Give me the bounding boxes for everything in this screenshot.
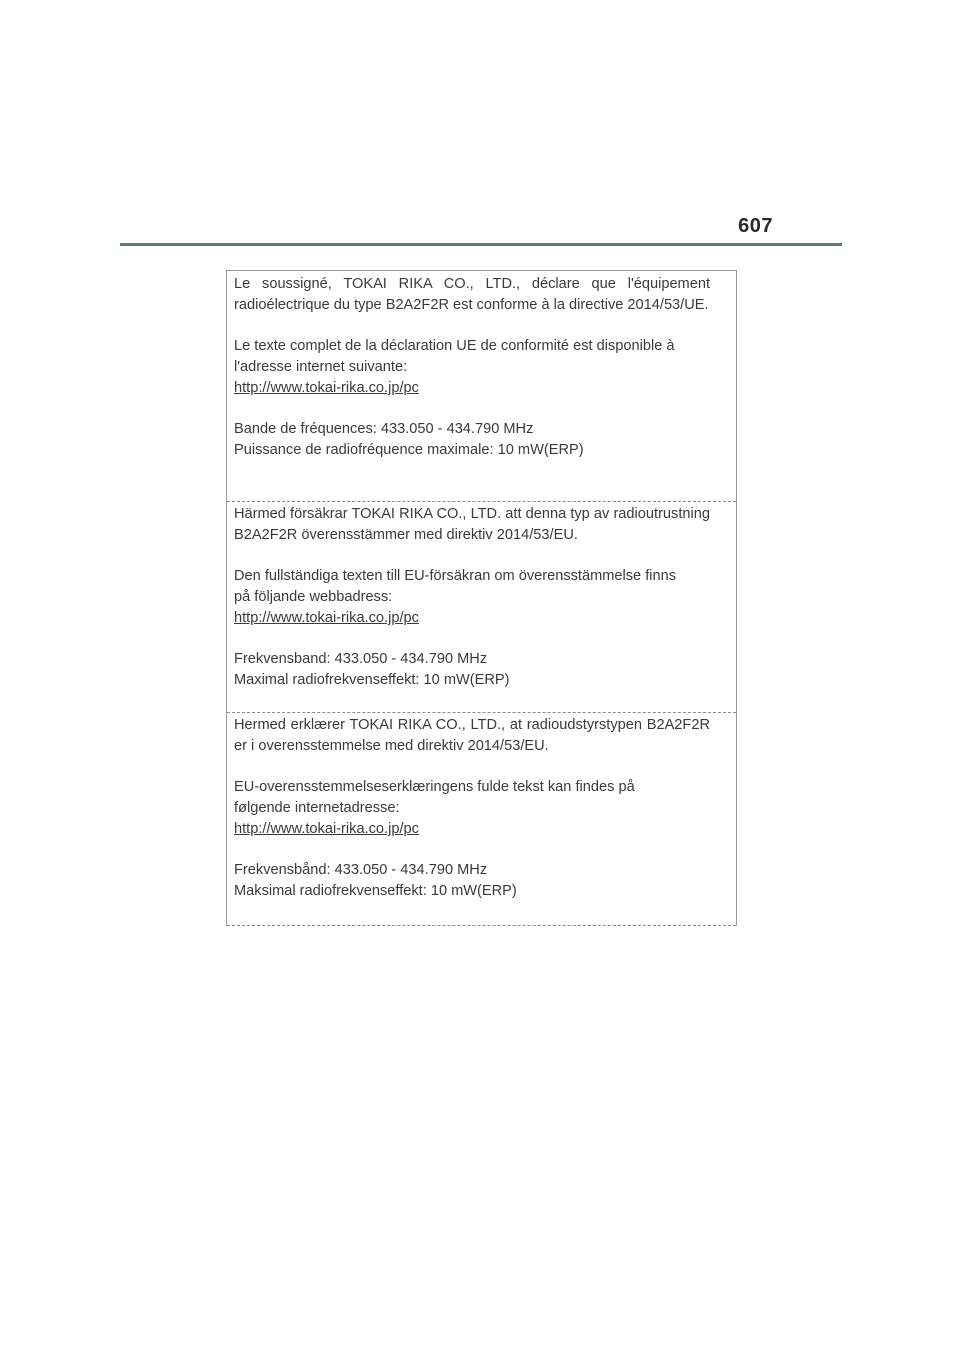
availability-text-line1: EU-overensstemmelseserklæringens fulde tekst kan findes på	[234, 779, 635, 795]
frequency-band-text: Frekvensbånd: 433.050 - 434.790 MHz	[234, 862, 488, 878]
conformity-statement: Le soussigné, TOKAI RIKA CO., LTD., déclare que l'équipement radioélectrique du type B2A2F2R est conforme à la directive 2014/53/UE.	[234, 276, 710, 313]
spacer	[234, 546, 710, 566]
conformity-statement: Hermed erklærer TOKAI RIKA CO., LTD., at radioudstyrstypen B2A2F2R er i overensstemmelse med direktiv 2014/53/EU.	[234, 717, 710, 754]
availability-text-line2: l'adresse internet suivante:	[234, 359, 408, 375]
spacer	[234, 629, 710, 649]
declaration-url-link[interactable]: http://www.tokai-rika.co.jp/pc	[234, 821, 419, 837]
spacer	[234, 316, 710, 336]
declaration-url-link[interactable]: http://www.tokai-rika.co.jp/pc	[234, 380, 419, 396]
availability-text-line2: på följande webbadress:	[234, 589, 393, 605]
conformity-statement: Härmed försäkrar TOKAI RIKA CO., LTD. att denna typ av radioutrustning B2A2F2R överensstämmer med direktiv 2014/53/EU.	[234, 506, 710, 543]
frequency-band-text: Bande de fréquences: 433.050 - 434.790 MHz	[234, 421, 534, 437]
declaration-section-french	[227, 271, 736, 502]
frequency-band-text: Frekvensband: 433.050 - 434.790 MHz	[234, 651, 488, 667]
declaration-url-link[interactable]: http://www.tokai-rika.co.jp/pc	[234, 610, 419, 626]
spacer	[234, 840, 710, 860]
availability-text-line2: følgende internetadresse:	[234, 800, 400, 816]
max-power-text: Puissance de radiofréquence maximale: 10 mW(ERP)	[234, 442, 584, 458]
declaration-section-danish	[227, 713, 736, 926]
declaration-section-swedish	[227, 502, 736, 713]
declaration-box	[226, 270, 737, 926]
page-number: 607	[738, 215, 773, 237]
max-power-text: Maksimal radiofrekvenseffekt: 10 mW(ERP)	[234, 883, 517, 899]
header-rule	[120, 243, 842, 246]
spacer	[234, 399, 710, 419]
availability-text-line1: Den fullständiga texten till EU-försäkran om överensstämmelse finns	[234, 568, 677, 584]
max-power-text: Maximal radiofrekvenseffekt: 10 mW(ERP)	[234, 672, 510, 688]
availability-text-line1: Le texte complet de la déclaration UE de conformité est disponible à	[234, 338, 675, 354]
spacer	[234, 757, 710, 777]
